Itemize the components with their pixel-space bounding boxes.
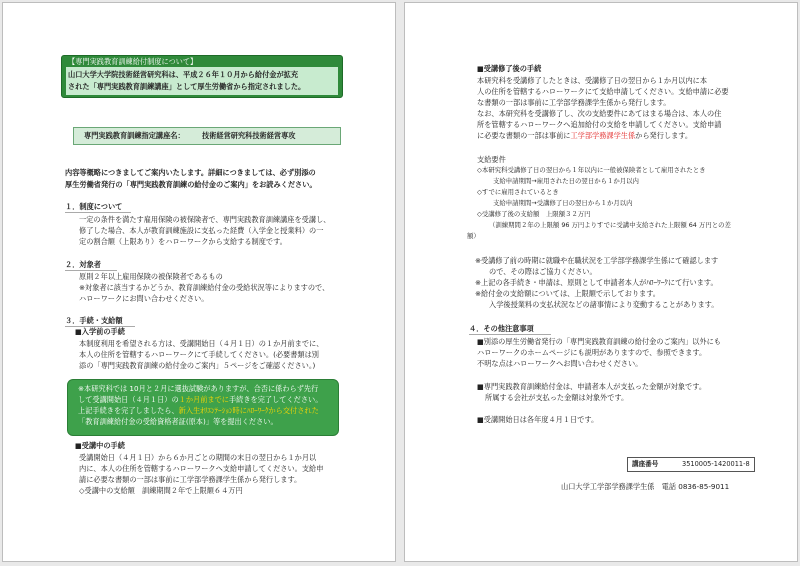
sec3-sub-during: ■受講中の手続: [75, 441, 125, 450]
section-1-heading: １．制度について: [65, 202, 123, 211]
contact-info: 山口大学工学部学務課学生係 電話 0836-85-9011: [561, 482, 730, 491]
completion-line-6: に必要な書類の一部は事前に工学部学務課学生係から発行します。: [477, 131, 693, 140]
sec1-line-3: 定の割合額（上限あり）をハローワークから支給する制度です。: [79, 237, 287, 246]
s4-line-2: ハローワークのホームページにも説明がありますので、参照できます。: [477, 348, 707, 357]
req-1-sub: 支給申請期間→雇用された日の翌日から１か月以内: [493, 177, 639, 185]
sec2-line-3: ハローワークにお問い合わせください。: [79, 294, 209, 303]
intro-line-1: 内容等概略につきましてご案内いたします。詳細につきましては、必ず別添の: [65, 168, 316, 177]
section-4-heading: ４．その他注意事項: [469, 324, 534, 333]
course-label: 専門実践教育訓練指定講座名：: [84, 131, 185, 140]
completion-line-2: 人の住所を管轄するハローワークにて支給申請してください。支給申請に必要: [477, 87, 729, 96]
requirements-title: 支給要件: [477, 155, 506, 164]
sec3-sub-before-entry: ■入学前の手続: [75, 327, 125, 336]
note-3b: 入学後授業料の支払状況などの諸事情により変動することがあります。: [489, 300, 719, 309]
completion-line-5: 所を管轄するハローワークへ追加給付の支給を申請してください。支給申請: [477, 120, 722, 129]
note-1: ※受講修了前の時期に就職や在職状況を工学部学務課学生係にて確認します: [475, 256, 719, 265]
sec3b-line-1: 受講開始日（４月１日）から６か月ごとの期間の末日の翌日から１か月以: [79, 453, 317, 462]
req-1: ◇本研究科受講修了日の翌日から１年以内に一般被保険者として雇用されたとき: [477, 166, 706, 174]
notice-line-1: ※本研究科では 10月と２月に選抜試験がありますが、合否に係わらず先行: [78, 384, 319, 393]
req-3-detail-end: 額）: [467, 232, 480, 240]
notice-box: [67, 379, 339, 436]
req-2: ◇すでに雇用されているとき: [477, 188, 559, 196]
section-2-heading: ２．対象者: [65, 260, 101, 269]
completion-line-1: 本研究科を受講修了したときは、受講修了日の翌日から１か月以内に本: [477, 76, 708, 85]
note-1b: ので、その際はご協力ください。: [489, 267, 597, 276]
left-page: [2, 2, 396, 562]
sec2-line-1: 原則２年以上雇用保険の被保険者であるもの: [79, 272, 223, 281]
sec3-line-2: 本人の住所を管轄するハローワークにて手続してください。(必要書類は別: [79, 350, 319, 359]
program-header-box: [61, 55, 343, 98]
header-line-2: された「専門実践教育訓練講座」として厚生労働省から指定されました。: [68, 82, 306, 91]
note-2: ※上記の各手続き・申請は、原則として申請者本人がﾊﾛｰﾜｰｸにて行います。: [475, 278, 718, 287]
section-3-heading: ３．手続・支給額: [65, 316, 123, 325]
notice-line-2: して受講開始日（４月１日）の１か月前までに手続きを完了してください。: [78, 395, 323, 404]
sec3-line-3: 添の「専門実践教育訓練の給付金のご案内」５ページをご確認ください。): [79, 361, 316, 370]
intro-line-2: 厚生労働省発行の「専門実践教育訓練の給付金のご案内」をお読みください。: [65, 180, 317, 189]
s4-line-6: ■受講開始日は各年度４月１日です。: [477, 415, 599, 424]
sec3-line-1: 本制度利用を希望される方は、受講開始日（４月１日）の１か月前までに、: [79, 339, 324, 348]
student-office-highlight: 工学部学務課学生係: [570, 131, 636, 140]
course-value: 技術経営研究科技術経営専攻: [202, 131, 296, 140]
req-3: ◇受講修了後の支給額 上限額３２万円: [477, 210, 591, 218]
s4-line-4: ■専門実践教育訓練給付金は、申請者本人が支払った金額が対象です。: [477, 382, 707, 391]
notice-deadline-highlight: １か月前までに: [178, 395, 229, 404]
s4-line-1: ■別添の厚生労働省発行の「専門実践教育訓練の給付金のご案内」以外にも: [477, 337, 721, 346]
header-line-1: 山口大学大学院技術経営研究科は、平成２６年１０月から給付金が拡充: [68, 70, 299, 79]
completion-line-4: なお、本研究科を受講修了し、次の支給要件にあてはまる場合は、本人の住: [477, 109, 722, 118]
section-4-underline: [469, 334, 551, 335]
notice-orientation-highlight: 新入生ｵﾘｴﾝﾃｰｼｮﾝ時にﾊﾛｰﾜｰｸから交付された: [178, 406, 319, 415]
section-1-underline: [65, 212, 131, 213]
sec1-line-2: 修了した場合、本人が教育訓練施設に支払った経費（入学金と授業料）の一: [79, 226, 324, 235]
sec2-line-2: ※対象者に該当するかどうか、教育訓練給付金の受給状況等によりますので、: [79, 283, 330, 292]
req-3-detail: （訓練期間２年の上限額 96 万円よりすでに受講中支給された上限額 64 万円との差: [489, 221, 731, 229]
sec3b-line-2: 内に、本人の住所を管轄するハローワークへ支給申請してください。支給申: [79, 464, 324, 473]
notice-line-4: 「教育訓練給付金の受給資格者証(原本)」等を提出ください。: [78, 417, 278, 426]
notice-line-3: 上記手続きを完了しましたら、新入生ｵﾘｴﾝﾃｰｼｮﾝ時にﾊﾛｰﾜｰｸから交付された: [78, 406, 319, 415]
sec1-line-1: 一定の条件を満たす雇用保険の被保険者で、専門実践教育訓練講座を受講し、: [79, 215, 331, 224]
s4-line-3: 不明な点はハローワークへお問い合わせください。: [477, 359, 643, 368]
designated-course-box: [73, 127, 341, 145]
course-number-value: 3510005-1420011-8: [682, 460, 750, 468]
course-number-label: 講座番号: [632, 460, 659, 468]
note-3: ※給付金の支給額については、上限額で示しております。: [475, 289, 660, 298]
right-page: [404, 2, 798, 562]
header-inner: [66, 67, 338, 95]
sec3b-line-4: ◇受講中の支給額 訓練期間２年で上限額６４万円: [79, 486, 243, 495]
completion-line-3: な書類の一部は事前に工学部学務課学生係から発行します。: [477, 98, 671, 107]
req-2-sub: 支給申請期間→受講修了日の翌日から１か月以内: [493, 199, 633, 207]
sec3b-line-3: 請に必要な書類の一部は事前に工学部学務課学生係から発行します。: [79, 475, 302, 484]
s4-line-5: 所属する会社が支払った金額は対象外です。: [485, 393, 629, 402]
header-title: 【専門実践教育訓練給付制度について】: [68, 57, 198, 66]
completion-sub: ■受講修了後の手続: [477, 64, 542, 73]
course-number-box: [627, 457, 755, 472]
